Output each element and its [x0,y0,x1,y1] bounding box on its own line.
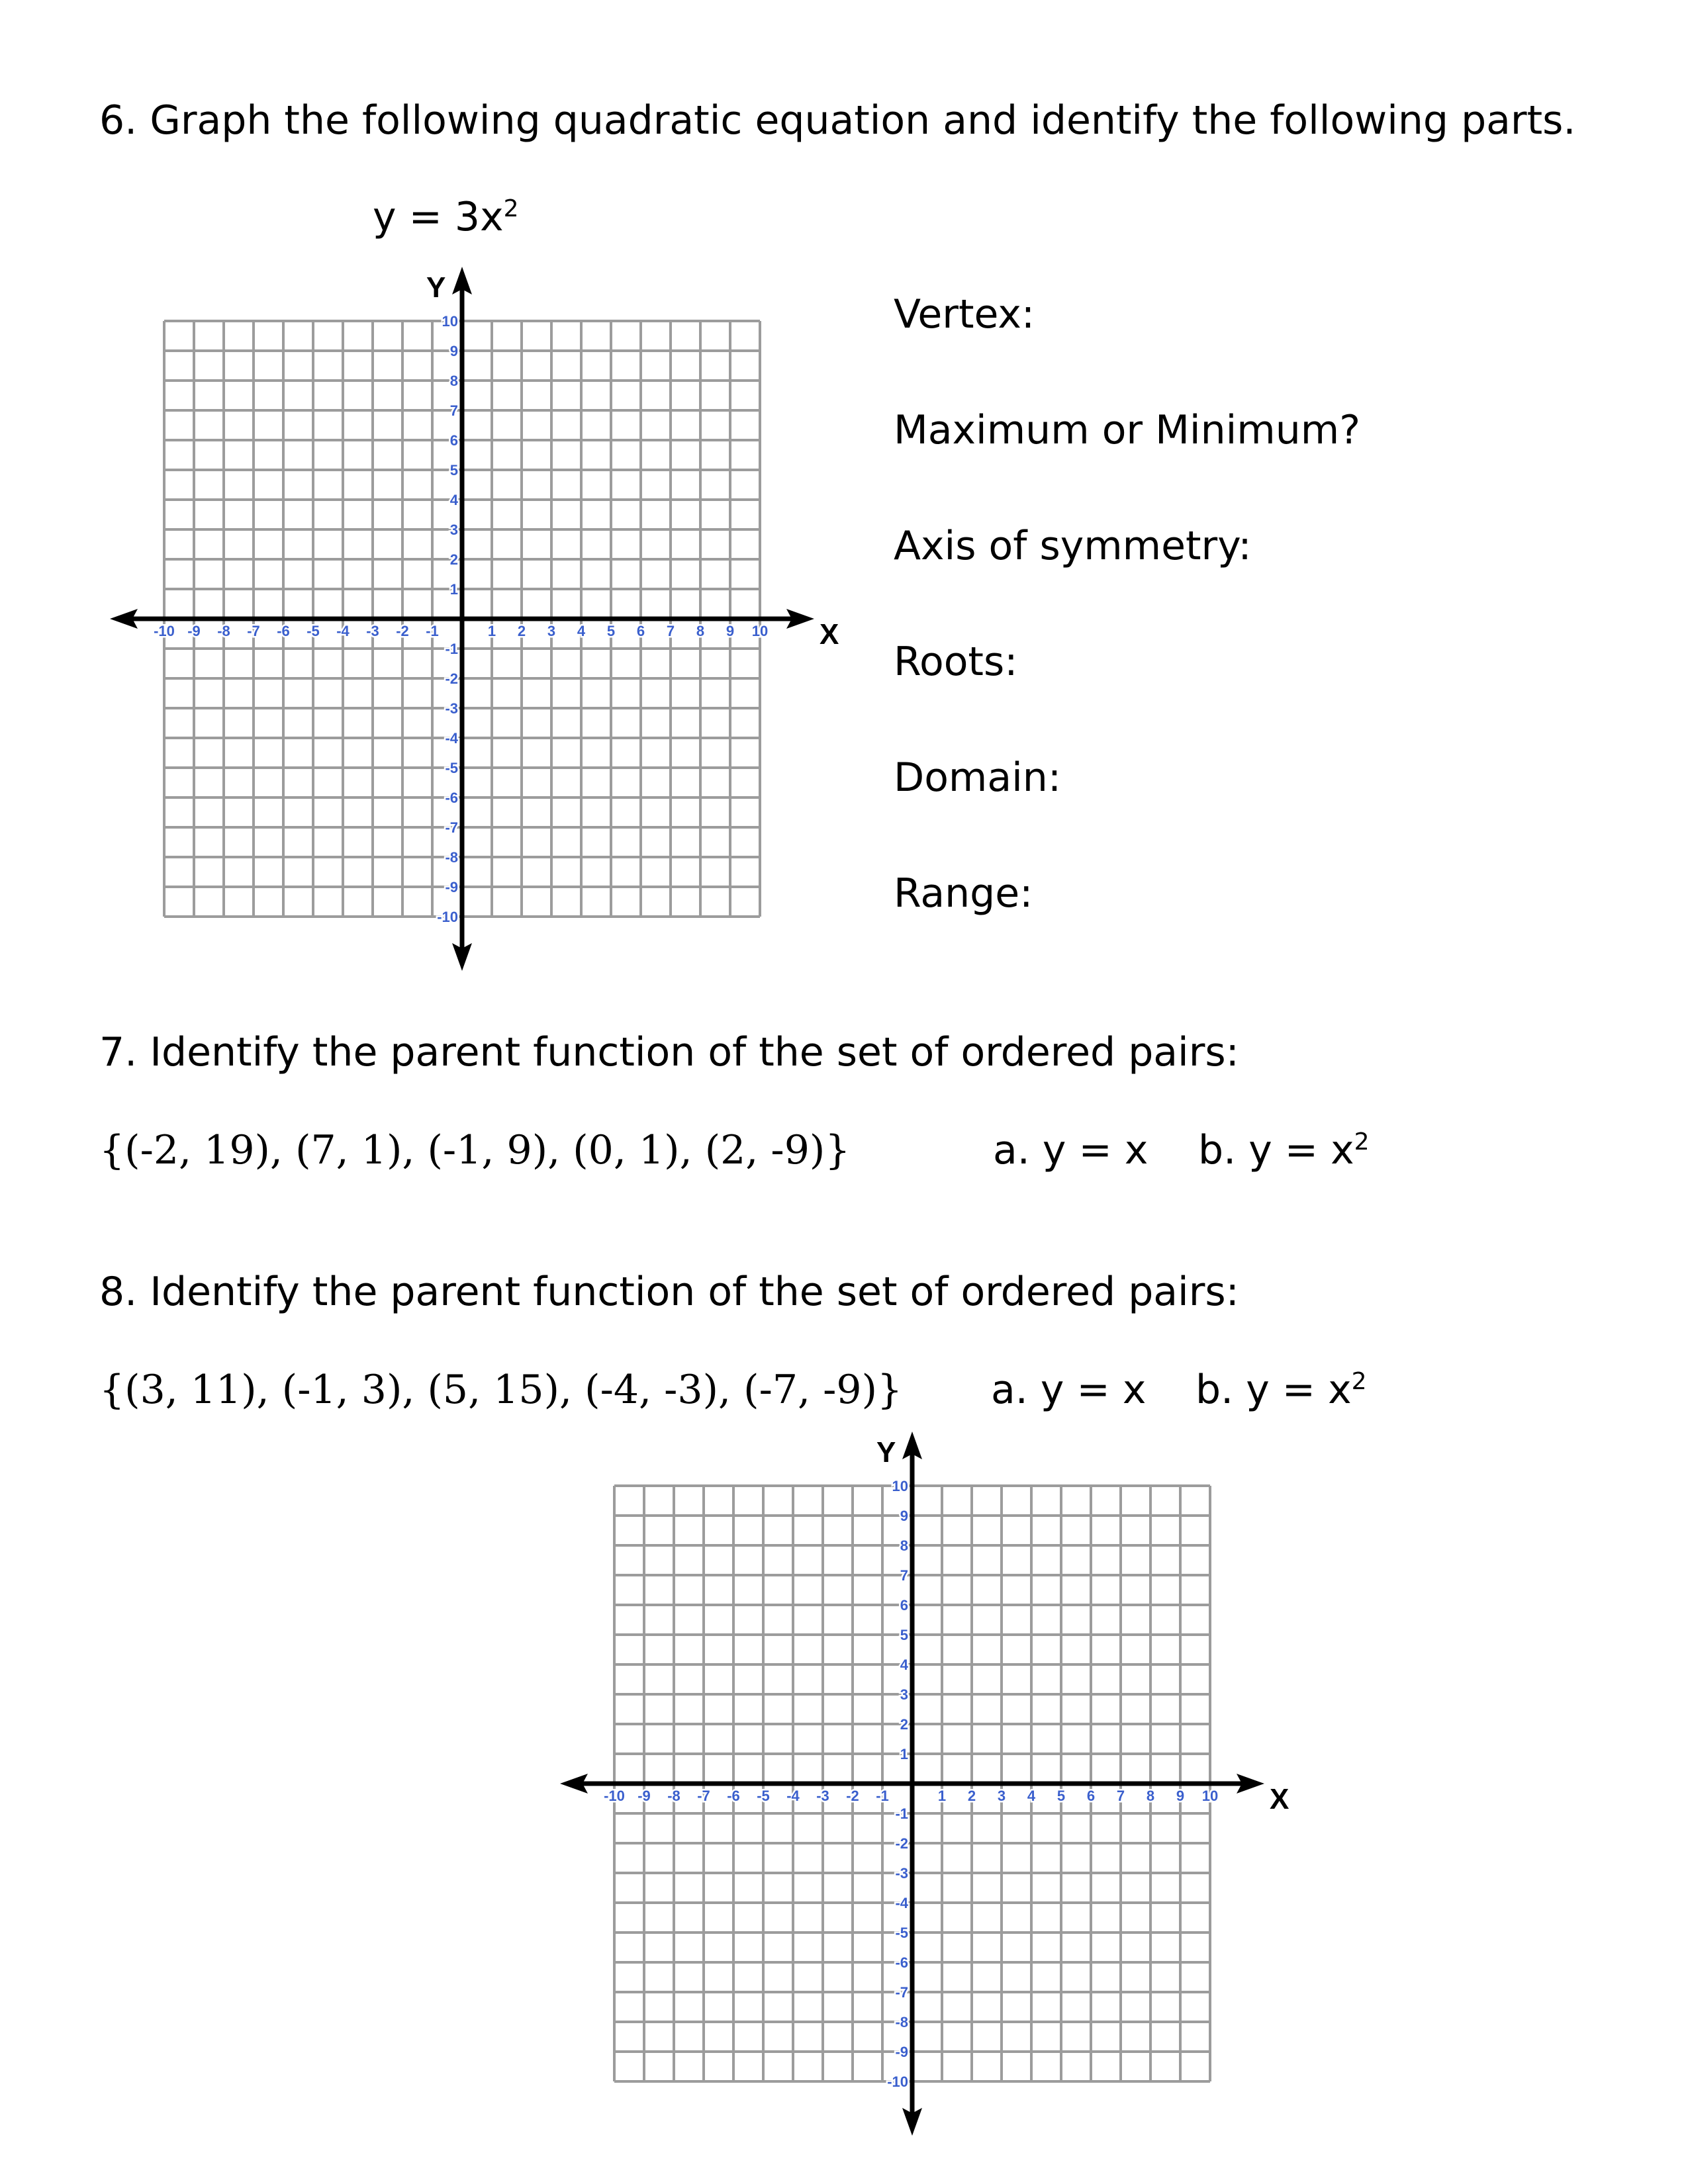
question-8-option-b[interactable] [1196,1367,1367,1413]
x-tick-label: -6 [277,623,290,639]
x-tick-label: -2 [396,623,409,639]
x-tick-label: -10 [154,623,175,639]
question-6-prompt: 6. Graph the following quadratic equation and identify the following parts. [99,97,1576,144]
y-tick-label: 9 [449,343,458,359]
equation-exponent: 2 [503,195,519,222]
y-tick-label: -10 [437,909,458,925]
domain-label: Domain: [894,754,1062,801]
y-tick-label: 4 [900,1657,908,1673]
y-tick-label: -5 [895,1925,908,1941]
x-axis-label: X [820,618,839,651]
x-tick-label: 8 [1146,1788,1155,1804]
y-tick-label: 7 [449,402,458,419]
y-tick-label: 2 [449,551,458,568]
x-tick-label: -4 [336,623,350,639]
x-tick-label: 8 [696,623,705,639]
y-tick-label: -10 [887,2073,908,2090]
y-tick-label: -9 [445,879,458,895]
x-tick-label: 10 [751,623,769,639]
y-tick-label: -2 [445,670,458,687]
question-8-ordered-pairs: {(3, 11), (-1, 3), (5, 15), (-4, -3), (-7, -9)} [99,1367,903,1413]
y-tick-label: -1 [445,641,458,657]
question-8-prompt: 8. Identify the parent function of the set of ordered pairs: [99,1269,1239,1315]
x-tick-label: 2 [517,623,526,639]
x-tick-label: -4 [786,1788,800,1804]
y-tick-label: 1 [449,581,458,598]
y-tick-label: -3 [445,700,458,717]
x-tick-label: -8 [217,623,230,639]
x-tick-label: 7 [666,623,675,639]
x-tick-label: 4 [577,623,586,639]
y-tick-label: 4 [449,492,458,508]
x-tick-label: 5 [606,623,616,639]
y-tick-label: 3 [900,1686,908,1703]
option-b-exponent: 2 [1351,1368,1367,1395]
x-tick-label: 1 [487,623,496,639]
y-tick-label: 8 [449,373,458,389]
x-tick-label: 6 [636,623,645,639]
y-tick-label: -6 [445,790,458,806]
x-tick-label: -10 [604,1788,625,1804]
x-tick-label: 2 [967,1788,976,1804]
question-7-option-a[interactable]: a. y = x [993,1127,1149,1173]
y-tick-label: 6 [449,432,458,449]
x-tick-label: -2 [846,1788,859,1804]
x-tick-label: -1 [426,623,439,639]
y-axis-label: Y [426,271,446,304]
y-tick-label: 5 [449,462,458,478]
y-tick-label: -2 [895,1835,908,1852]
option-b-base: b. y = x [1196,1367,1352,1413]
x-tick-label: 5 [1056,1788,1066,1804]
axis-of-symmetry-label: Axis of symmetry: [894,523,1252,569]
equation-base: y = 3x [373,194,504,240]
x-tick-label: 4 [1027,1788,1036,1804]
x-tick-label: -3 [816,1788,829,1804]
x-tick-label: -9 [637,1788,651,1804]
y-axis-label: Y [876,1436,896,1469]
coordinate-grid-question-6[interactable] [99,258,841,979]
x-tick-label: -6 [727,1788,740,1804]
x-tick-label: -7 [697,1788,710,1804]
x-tick-label: 7 [1116,1788,1125,1804]
x-tick-label: 9 [1176,1788,1185,1804]
x-tick-label: 3 [997,1788,1006,1804]
y-tick-label: 10 [442,313,458,330]
y-tick-label: 10 [892,1478,908,1494]
y-tick-label: -9 [895,2044,908,2060]
x-tick-label: -5 [306,623,320,639]
x-tick-label: 6 [1086,1788,1096,1804]
question-6-equation [373,194,519,240]
x-tick-label: -5 [757,1788,770,1804]
range-label: Range: [894,870,1033,917]
y-tick-label: 6 [900,1597,908,1614]
question-7-ordered-pairs: {(-2, 19), (7, 1), (-1, 9), (0, 1), (2, -9)} [99,1127,851,1173]
y-tick-label: -8 [895,2014,908,2030]
y-tick-label: -3 [895,1865,908,1882]
x-tick-label: -1 [876,1788,889,1804]
y-tick-label: 9 [900,1508,908,1524]
y-tick-label: 7 [900,1567,908,1584]
x-tick-label: 10 [1201,1788,1219,1804]
x-tick-label: -9 [187,623,201,639]
y-tick-label: -4 [895,1895,908,1911]
x-tick-label: 3 [547,623,556,639]
x-axis-label: X [1270,1783,1289,1815]
y-tick-label: -5 [445,760,458,776]
x-tick-label: -7 [247,623,260,639]
y-tick-label: 5 [900,1627,908,1643]
x-tick-label: -8 [667,1788,680,1804]
x-tick-label: 1 [937,1788,947,1804]
y-tick-label: -7 [445,819,458,836]
vertex-label: Vertex: [894,291,1035,338]
y-tick-label: -1 [895,1805,908,1822]
y-tick-label: -6 [895,1954,908,1971]
question-8-option-a[interactable]: a. y = x [991,1367,1147,1413]
y-tick-label: 2 [900,1716,908,1733]
y-tick-label: 1 [900,1746,908,1762]
roots-label: Roots: [894,639,1018,685]
max-min-label: Maximum or Minimum? [894,407,1361,453]
question-7-prompt: 7. Identify the parent function of the set of ordered pairs: [99,1029,1239,1075]
y-tick-label: -8 [445,849,458,866]
x-tick-label: 9 [726,623,735,639]
y-tick-label: -7 [895,1984,908,2001]
option-b-exponent: 2 [1354,1128,1370,1156]
x-tick-label: -3 [366,623,379,639]
y-tick-label: -4 [445,730,458,747]
y-tick-label: 8 [900,1537,908,1554]
question-7-option-b[interactable] [1198,1127,1370,1173]
option-b-base: b. y = x [1198,1127,1354,1173]
coordinate-grid-question-8[interactable] [549,1423,1291,2144]
y-tick-label: 3 [449,522,458,538]
